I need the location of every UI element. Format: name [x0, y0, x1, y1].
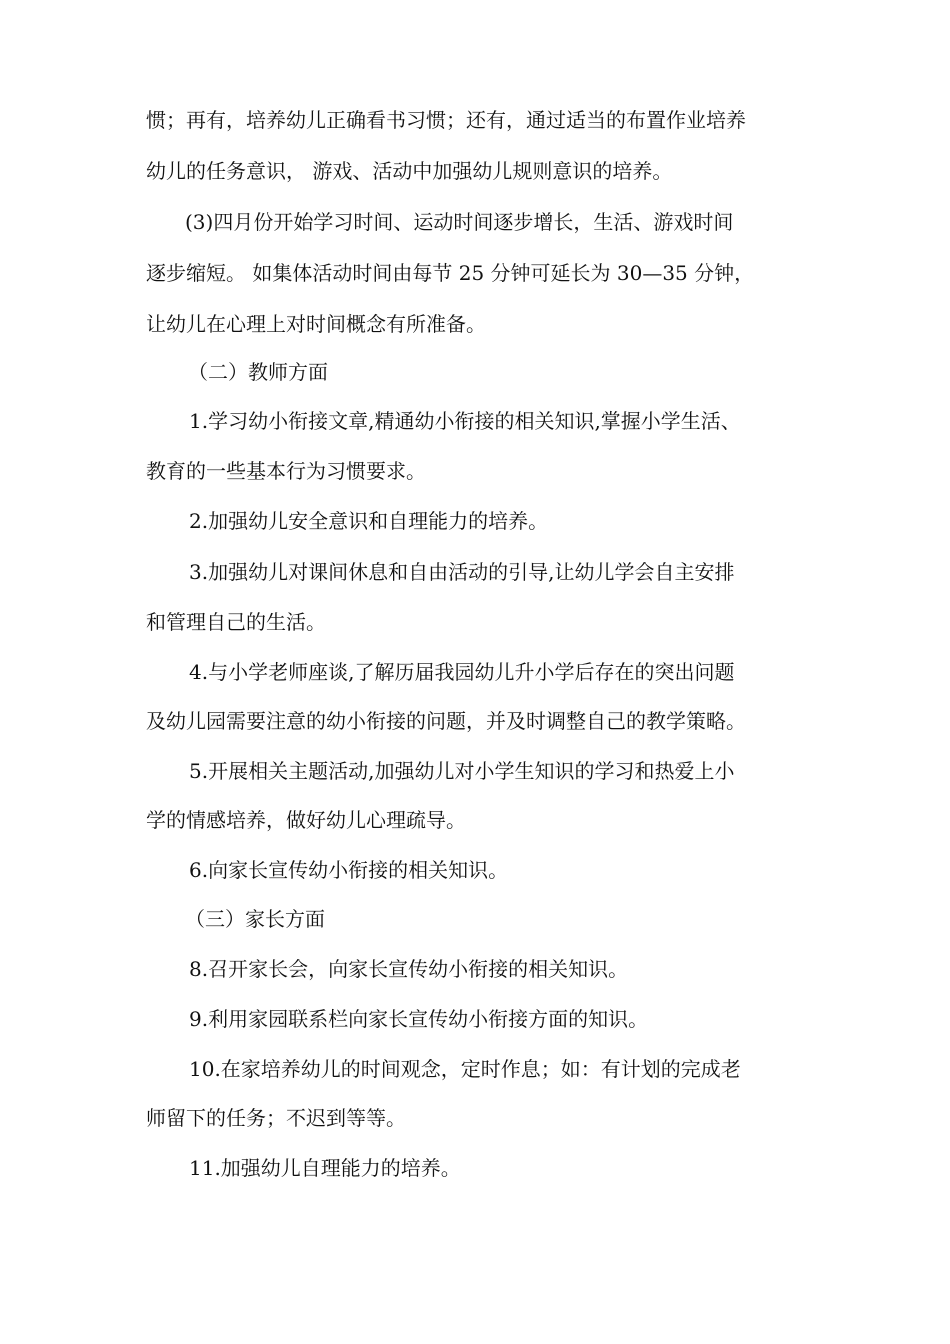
- text-line: 教育的一些基本行为习惯要求。: [146, 459, 426, 483]
- text-line: 师留下的任务；不迟到等等。: [146, 1106, 406, 1130]
- text-line: 4.与小学老师座谈,了解历届我园幼儿升小学后存在的突出问题: [189, 660, 735, 684]
- text-line: 6.向家长宣传幼小衔接的相关知识。: [189, 858, 509, 882]
- text-line: 及幼儿园需要注意的幼小衔接的问题，并及时调整自己的教学策略。: [146, 709, 746, 733]
- text-line: 和管理自己的生活。: [146, 610, 326, 634]
- text-line: 5.开展相关主题活动,加强幼儿对小学生知识的学习和热爱上小: [189, 759, 735, 783]
- text-line: 1.学习幼小衔接文章,精通幼小衔接的相关知识,掌握小学生活、: [189, 409, 741, 433]
- text-line: 2.加强幼儿安全意识和自理能力的培养。: [189, 509, 549, 533]
- section-heading: （三）家长方面: [185, 907, 325, 931]
- text-line: 10.在家培养幼儿的时间观念，定时作息；如：有计划的完成老: [189, 1057, 741, 1081]
- text-line: (3)四月份开始学习时间、运动时间逐步增长，生活、游戏时间: [185, 210, 734, 234]
- text-line: 幼儿的任务意识， 游戏、活动中加强幼儿规则意识的培养。: [146, 159, 673, 183]
- text-line: 8.召开家长会，向家长宣传幼小衔接的相关知识。: [189, 957, 629, 981]
- text-line: 惯；再有，培养幼儿正确看书习惯；还有，通过适当的布置作业培养: [146, 108, 746, 132]
- text-line: 9.利用家园联系栏向家长宣传幼小衔接方面的知识。: [189, 1007, 649, 1031]
- text-line: 让幼儿在心理上对时间概念有所准备。: [146, 312, 486, 336]
- text-line: 3.加强幼儿对课间休息和自由活动的引导,让幼儿学会自主安排: [189, 560, 735, 584]
- section-heading: （二）教师方面: [188, 360, 328, 384]
- text-line: 学的情感培养，做好幼儿心理疏导。: [146, 808, 466, 832]
- text-line: 逐步缩短。 如集体活动时间由每节 25 分钟可延长为 30—35 分钟，: [146, 261, 755, 285]
- text-line: 11.加强幼儿自理能力的培养。: [189, 1156, 461, 1180]
